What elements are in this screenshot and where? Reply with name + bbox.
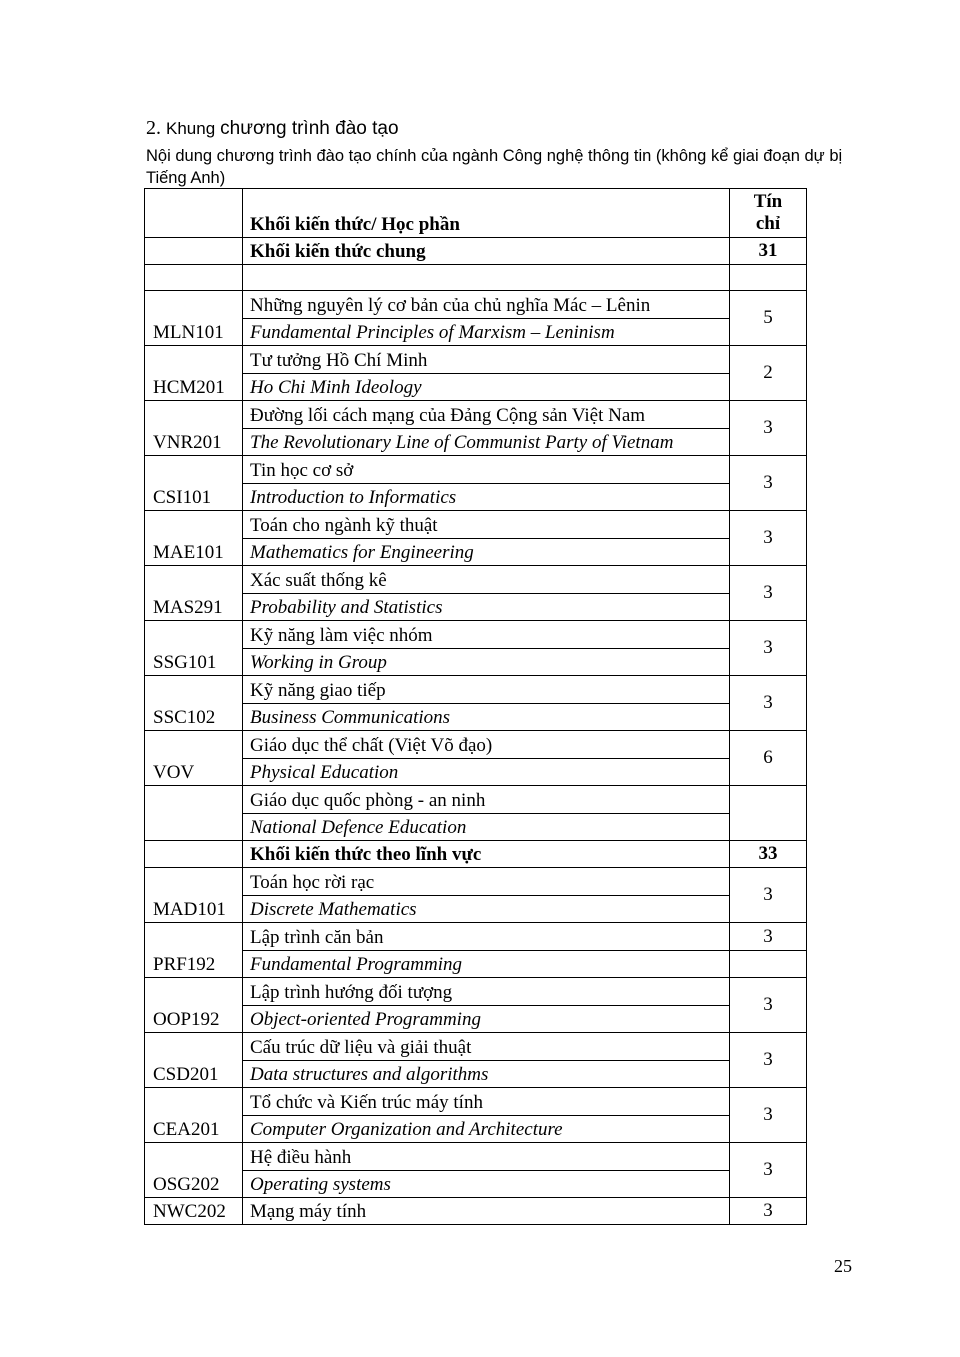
course-credits: 3: [730, 923, 807, 951]
course-name-en: Physical Education: [243, 759, 730, 786]
page-number: 25: [834, 1256, 852, 1276]
course-credits: 3: [730, 456, 807, 511]
course-row-en: [145, 1061, 807, 1088]
course-row-en: [145, 814, 807, 841]
course-row-en: [145, 429, 807, 456]
course-row-en: [145, 1116, 807, 1143]
course-credits: 3: [730, 1143, 807, 1198]
course-code: VOV: [145, 731, 243, 786]
course-name-vi: Tổ chức và Kiến trúc máy tính: [243, 1088, 730, 1116]
course-name-vi: Mạng máy tính: [243, 1198, 730, 1225]
section-heading: [146, 116, 399, 141]
table-header-row: [145, 189, 807, 238]
course-row: [145, 1143, 807, 1171]
course-code: OOP192: [145, 978, 243, 1033]
course-name-vi: Toán cho ngành kỹ thuật: [243, 511, 730, 539]
course-name-vi: Giáo dục quốc phòng - an ninh: [243, 786, 730, 814]
general-block-row: [145, 238, 807, 265]
course-name-en: Ho Chi Minh Ideology: [243, 374, 730, 401]
course-row: [145, 291, 807, 319]
course-row-en: [145, 704, 807, 731]
course-name-en: Mathematics for Engineering: [243, 539, 730, 566]
empty-cell: [730, 265, 807, 291]
course-row: [145, 786, 807, 814]
empty-row: [145, 265, 807, 291]
course-name-vi: Kỹ năng làm việc nhóm: [243, 621, 730, 649]
curriculum-table: [144, 188, 807, 1225]
course-name-vi: Toán học rời rạc: [243, 868, 730, 896]
course-row: [145, 456, 807, 484]
course-name-en: Fundamental Principles of Marxism – Leninism: [243, 319, 730, 346]
header-credit-line1: Tín: [753, 191, 783, 212]
course-row: [145, 978, 807, 1006]
course-code: HCM201: [145, 346, 243, 401]
course-code: MAE101: [145, 511, 243, 566]
course-code: CEA201: [145, 1088, 243, 1143]
section-title-word: Khung: [166, 119, 216, 138]
course-credits: 3: [730, 978, 807, 1033]
course-row-en: [145, 539, 807, 566]
course-name-vi: Những nguyên lý cơ bản của chủ nghĩa Mác – Lênin: [243, 291, 730, 319]
course-credits: 3: [730, 1088, 807, 1143]
course-row: [145, 566, 807, 594]
course-credits: 3: [730, 566, 807, 621]
block-code-cell: [145, 841, 243, 868]
domain-block-row: [145, 841, 807, 868]
course-code: [145, 786, 243, 841]
course-row: [145, 401, 807, 429]
course-code: VNR201: [145, 401, 243, 456]
course-name-vi: Giáo dục thể chất (Việt Võ đạo): [243, 731, 730, 759]
header-credit: [730, 189, 807, 238]
course-name-en: The Revolutionary Line of Communist Party of Vietnam: [243, 429, 730, 456]
empty-cell: [145, 265, 243, 291]
course-row: [145, 868, 807, 896]
header-subject: Khối kiến thức/ Học phần: [243, 189, 730, 238]
course-row: [145, 731, 807, 759]
course-name-en: Introduction to Informatics: [243, 484, 730, 511]
course-row: [145, 621, 807, 649]
course-name-vi: Tin học cơ sở: [243, 456, 730, 484]
section-number: 2.: [146, 117, 161, 139]
intro-paragraph: Nội dung chương trình đào tạo chính của ngành Công nghệ thông tin (không kể giai đoạn dự bị Tiếng Anh): [146, 147, 843, 187]
block-credits: 31: [730, 238, 807, 265]
course-code: PRF192: [145, 923, 243, 978]
course-code: OSG202: [145, 1143, 243, 1198]
header-code-cell: [145, 189, 243, 238]
course-row: [145, 1198, 807, 1225]
course-credits: 2: [730, 346, 807, 401]
course-code: MAD101: [145, 868, 243, 923]
course-code: SSC102: [145, 676, 243, 731]
course-credits: 3: [730, 1033, 807, 1088]
course-name-vi: Cấu trúc dữ liệu và giải thuật: [243, 1033, 730, 1061]
course-code: NWC202: [145, 1198, 243, 1225]
course-code: SSG101: [145, 621, 243, 676]
course-row-en: [145, 374, 807, 401]
course-row-en: [145, 1171, 807, 1198]
course-name-vi: Đường lối cách mạng của Đảng Cộng sản Việt Nam: [243, 401, 730, 429]
course-row-en: [145, 759, 807, 786]
block-credits: 33: [730, 841, 807, 868]
course-name-vi: Xác suất thống kê: [243, 566, 730, 594]
course-name-en: Operating systems: [243, 1171, 730, 1198]
course-code: CSD201: [145, 1033, 243, 1088]
course-row: [145, 346, 807, 374]
course-row-en: [145, 896, 807, 923]
course-row: [145, 1088, 807, 1116]
course-name-en: Business Communications: [243, 704, 730, 731]
course-row-en: [145, 951, 807, 978]
course-row-en: [145, 594, 807, 621]
section-title: chương trình đào tạo: [220, 118, 399, 139]
course-credits: 3: [730, 621, 807, 676]
course-row: [145, 676, 807, 704]
block-label: Khối kiến thức theo lĩnh vực: [243, 841, 730, 868]
course-row-en: [145, 484, 807, 511]
course-row-en: [145, 1006, 807, 1033]
course-name-vi: Tư tưởng Hồ Chí Minh: [243, 346, 730, 374]
header-credit-line2: chỉ: [755, 213, 781, 234]
block-label: Khối kiến thức chung: [243, 238, 730, 265]
course-code: MLN101: [145, 291, 243, 346]
course-credits: 3: [730, 511, 807, 566]
course-credits: 3: [730, 868, 807, 923]
course-credits: 3: [730, 401, 807, 456]
course-name-vi: Lập trình hướng đối tượng: [243, 978, 730, 1006]
course-name-en: Discrete Mathematics: [243, 896, 730, 923]
course-credits: 5: [730, 291, 807, 346]
block-code-cell: [145, 238, 243, 265]
course-row-en: [145, 319, 807, 346]
course-code: CSI101: [145, 456, 243, 511]
course-row-en: [145, 649, 807, 676]
course-name-en: Computer Organization and Architecture: [243, 1116, 730, 1143]
course-credits: [730, 786, 807, 841]
course-row: [145, 923, 807, 951]
course-name-vi: Hệ điều hành: [243, 1143, 730, 1171]
course-row: [145, 1033, 807, 1061]
course-name-en: Data structures and algorithms: [243, 1061, 730, 1088]
course-name-en: Working in Group: [243, 649, 730, 676]
course-name-vi: Kỹ năng giao tiếp: [243, 676, 730, 704]
empty-credit-cell: [730, 951, 807, 978]
course-row: [145, 511, 807, 539]
course-name-en: Object-oriented Programming: [243, 1006, 730, 1033]
course-code: MAS291: [145, 566, 243, 621]
course-credits: 6: [730, 731, 807, 786]
course-name-vi: Lập trình căn bản: [243, 923, 730, 951]
course-credits: 3: [730, 1198, 807, 1225]
course-name-en: Fundamental Programming: [243, 951, 730, 978]
course-credits: 3: [730, 676, 807, 731]
course-name-en: National Defence Education: [243, 814, 730, 841]
course-name-en: Probability and Statistics: [243, 594, 730, 621]
empty-cell: [243, 265, 730, 291]
